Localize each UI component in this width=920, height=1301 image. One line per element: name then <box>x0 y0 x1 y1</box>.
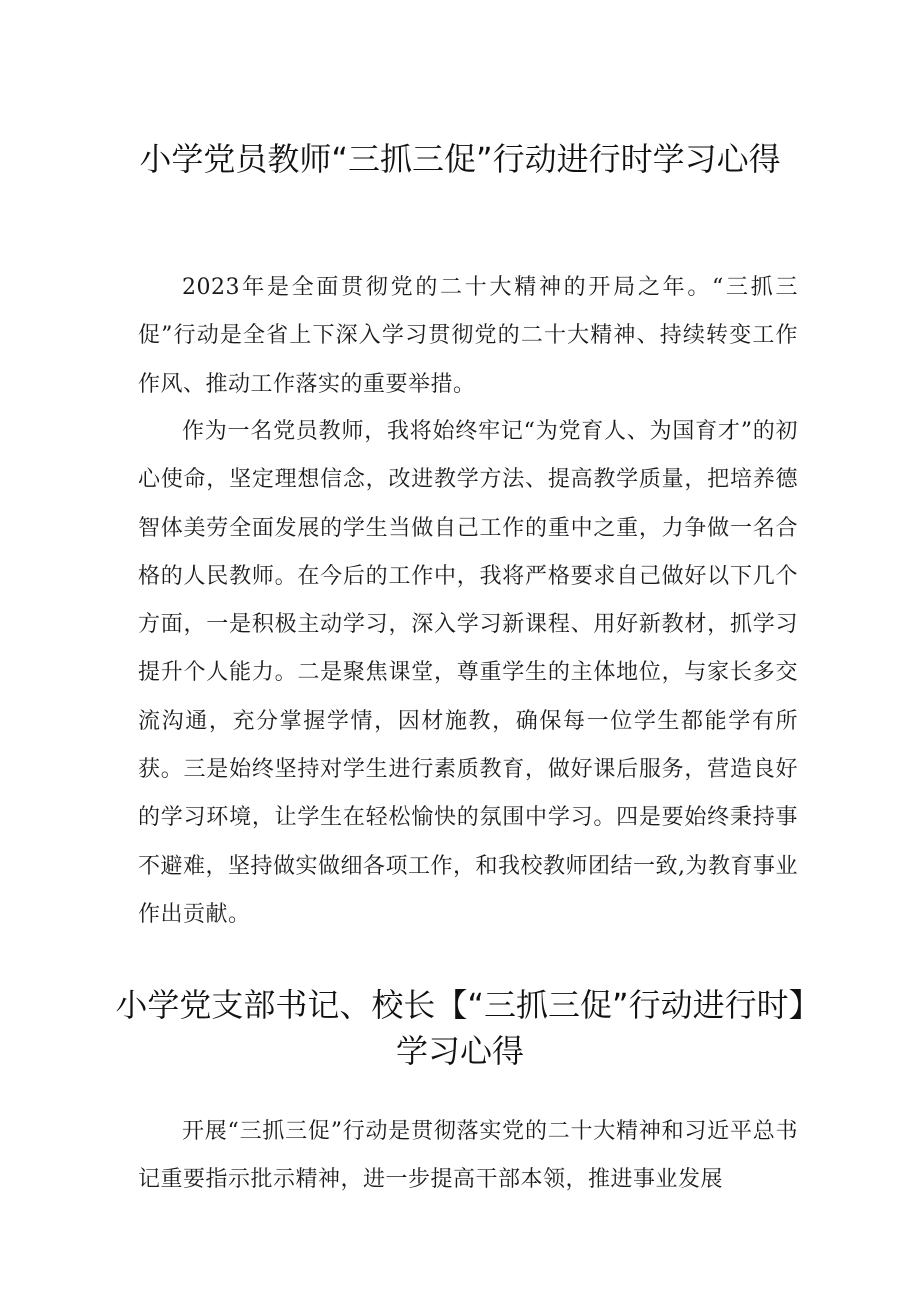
section-1-paragraph-2: 作为一名党员教师，我将始终牢记“为党育人、为国育才”的初心使命，坚定理想信念，改进教学方法、提高教学质量，把培养德智体美劳全面发展的学生当做自己工作的重中之重，力争做一名合格的人民教师。在今后的工作中，我将严格要求自己做好以下几个方面，一是积极主动学习，深入学习新课程、用好新教材，抓学习提升个人能力。二是聚焦课堂，尊重学生的主体地位，与家长多交流沟通，充分掌握学情，因材施教，确保每一位学生都能学有所获。三是始终坚持对学生进行素质教育，做好课后服务，营造良好的学习环境，让学生在轻松愉快的氛围中学习。四是要始终秉持事不避难，坚持做实做细各项工作，和我校教师团结一致,为教育事业作出贡献。 <box>138 419 798 927</box>
section-2-title: 小学党支部书记、校长【“三抓三促”行动进行时】学习心得 <box>115 986 805 1070</box>
section-1-title: 小学党员教师“三抓三促”行动进行时学习心得 <box>139 140 781 178</box>
section-2-paragraph-1: 开展“三抓三促”行动是贯彻落实党的二十大精神和习近平总书记重要指示批示精神，进一步提高干部本领，推进事业发展 <box>138 1119 798 1193</box>
section-1-paragraph-1: 2023年是全面贯彻党的二十大精神的开局之年。“三抓三促”行动是全省上下深入学习贯彻党的二十大精神、持续转变工作作风、推动工作落实的重要举措。 <box>138 275 798 397</box>
